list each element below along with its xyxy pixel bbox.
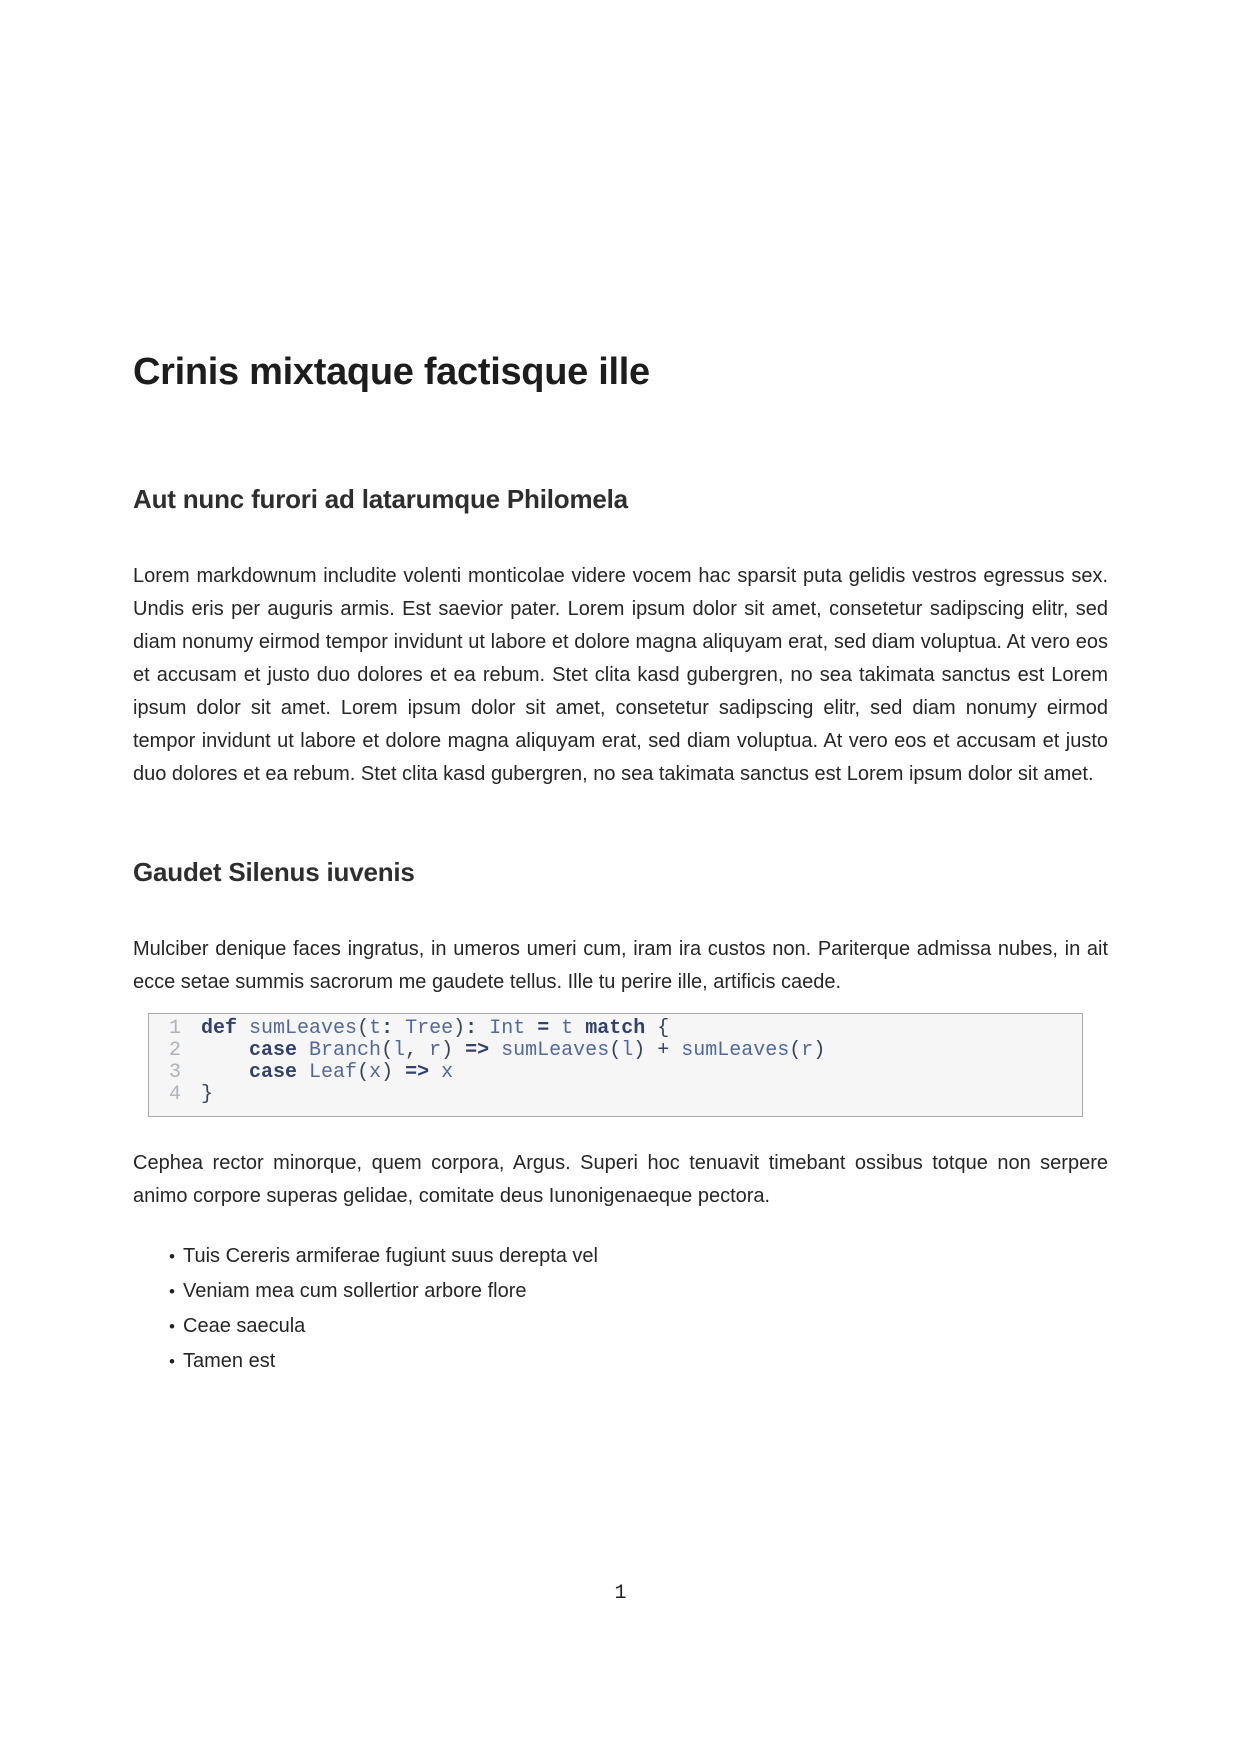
code-token: x	[441, 1061, 454, 1084]
code-block	[148, 1013, 1083, 1117]
list-item	[133, 1274, 1108, 1309]
code-token: :	[381, 1017, 394, 1040]
code-token	[237, 1017, 249, 1040]
code-token: )	[453, 1017, 466, 1040]
code-token	[549, 1017, 561, 1040]
code-token: )	[441, 1039, 466, 1062]
code-token: t	[561, 1017, 574, 1040]
paragraph-lorem: Lorem markdownum includite volenti monticolae videre vocem hac sparsit puta gelidis vestros egressus sex. Undis eris per auguris armis. Est saevior pater. Lorem ipsum dolor sit amet, consetetur sadipscing elitr, sed diam nonumy eirmod tempor invidunt ut labore et dolore magna aliquyam erat, sed diam voluptua. At vero eos et accusam et justo duo dolores et ea rebum. Stet clita kasd gubergren, no sea takimata sanctus est Lorem ipsum dolor sit amet. Lorem ipsum dolor sit amet, consetetur sadipscing elitr, sed diam nonumy eirmod tempor invidunt ut labore et dolore magna aliquyam erat, sed diam voluptua. At vero eos et accusam et justo duo dolores et ea rebum. Stet clita kasd gubergren, no sea takimata sanctus est Lorem ipsum dolor sit amet.	[133, 565, 1108, 785]
list-item-text: Tuis Cereris armiferae fugiunt suus derepta vel	[183, 1245, 598, 1267]
code-token: sumLeaves	[501, 1039, 610, 1062]
code-token: )	[813, 1039, 826, 1062]
code-text	[201, 1039, 825, 1062]
line-number: 3	[168, 1061, 181, 1084]
code-token: r	[429, 1039, 442, 1062]
code-token: (	[381, 1039, 394, 1062]
code-token: r	[801, 1039, 814, 1062]
code-token	[201, 1039, 249, 1062]
list-item	[133, 1344, 1108, 1379]
code-line	[149, 1040, 1082, 1062]
code-token: {	[645, 1017, 670, 1040]
code-token	[297, 1039, 309, 1062]
code-token: def	[201, 1017, 238, 1040]
list-item-text: Tamen est	[183, 1350, 276, 1372]
code-text	[201, 1083, 213, 1106]
line-number: 2	[168, 1039, 181, 1062]
code-token: ) +	[633, 1039, 682, 1062]
code-token	[297, 1061, 309, 1084]
code-token: (	[357, 1017, 370, 1040]
code-token: (	[357, 1061, 370, 1084]
code-token: (	[789, 1039, 802, 1062]
list-item	[133, 1239, 1108, 1274]
code-token: case	[249, 1039, 298, 1062]
bullet-list	[133, 1239, 1108, 1379]
code-token: Int	[489, 1017, 526, 1040]
list-item-text: Veniam mea cum sollertior arbore flore	[183, 1280, 527, 1302]
code-token: sumLeaves	[249, 1017, 358, 1040]
code-token: :	[465, 1017, 478, 1040]
code-text	[201, 1017, 669, 1040]
code-token: =>	[405, 1061, 430, 1084]
bullet-icon: •	[169, 1247, 175, 1266]
code-token: }	[201, 1083, 214, 1106]
code-token: Leaf	[309, 1061, 358, 1084]
list-item-text: Ceae saecula	[183, 1315, 306, 1337]
bullet-icon: •	[169, 1282, 175, 1301]
code-token: Branch	[309, 1039, 382, 1062]
code-token	[393, 1017, 405, 1040]
code-token: =>	[465, 1039, 490, 1062]
paragraph-mulciber: Mulciber denique faces ingratus, in umeros umeri cum, iram ira custos non. Pariterque admissa nubes, in ait ecce setae summis sacrorum me gaudete tellus. Ille tu perire ille, artificis caede.	[133, 938, 1108, 993]
list-item	[133, 1309, 1108, 1344]
code-token: match	[585, 1017, 646, 1040]
code-token: case	[249, 1061, 298, 1084]
code-token: t	[369, 1017, 382, 1040]
code-line	[149, 1062, 1082, 1084]
line-number: 1	[168, 1017, 181, 1040]
code-token	[573, 1017, 585, 1040]
code-token: sumLeaves	[681, 1039, 790, 1062]
code-token: )	[381, 1061, 406, 1084]
code-token	[525, 1017, 537, 1040]
page-number: 1	[614, 1582, 627, 1605]
document-title: Crinis mixtaque factisque ille	[133, 351, 650, 393]
code-token: x	[369, 1061, 382, 1084]
code-text	[201, 1061, 453, 1084]
code-token	[429, 1061, 441, 1084]
bullet-icon: •	[169, 1352, 175, 1371]
code-line	[149, 1018, 1082, 1040]
code-token: l	[393, 1039, 406, 1062]
section-heading-2: Gaudet Silenus iuvenis	[133, 857, 415, 887]
code-lines	[149, 1018, 1082, 1106]
code-token: Tree	[405, 1017, 454, 1040]
paragraph-cephea: Cephea rector minorque, quem corpora, Argus. Superi hoc tenuavit timebant ossibus totque non serpere animo corpore superas gelidae, comitate deus Iunonigenaeque pectora.	[133, 1152, 1108, 1207]
code-token: l	[621, 1039, 634, 1062]
code-token: (	[609, 1039, 622, 1062]
section-heading-1: Aut nunc furori ad latarumque Philomela	[133, 484, 628, 514]
code-line	[149, 1084, 1082, 1106]
code-token	[201, 1061, 249, 1084]
code-token	[489, 1039, 501, 1062]
code-token	[477, 1017, 489, 1040]
line-number: 4	[168, 1083, 181, 1106]
bullet-icon: •	[169, 1317, 175, 1336]
code-token: =	[537, 1017, 550, 1040]
code-token: ,	[405, 1039, 430, 1062]
